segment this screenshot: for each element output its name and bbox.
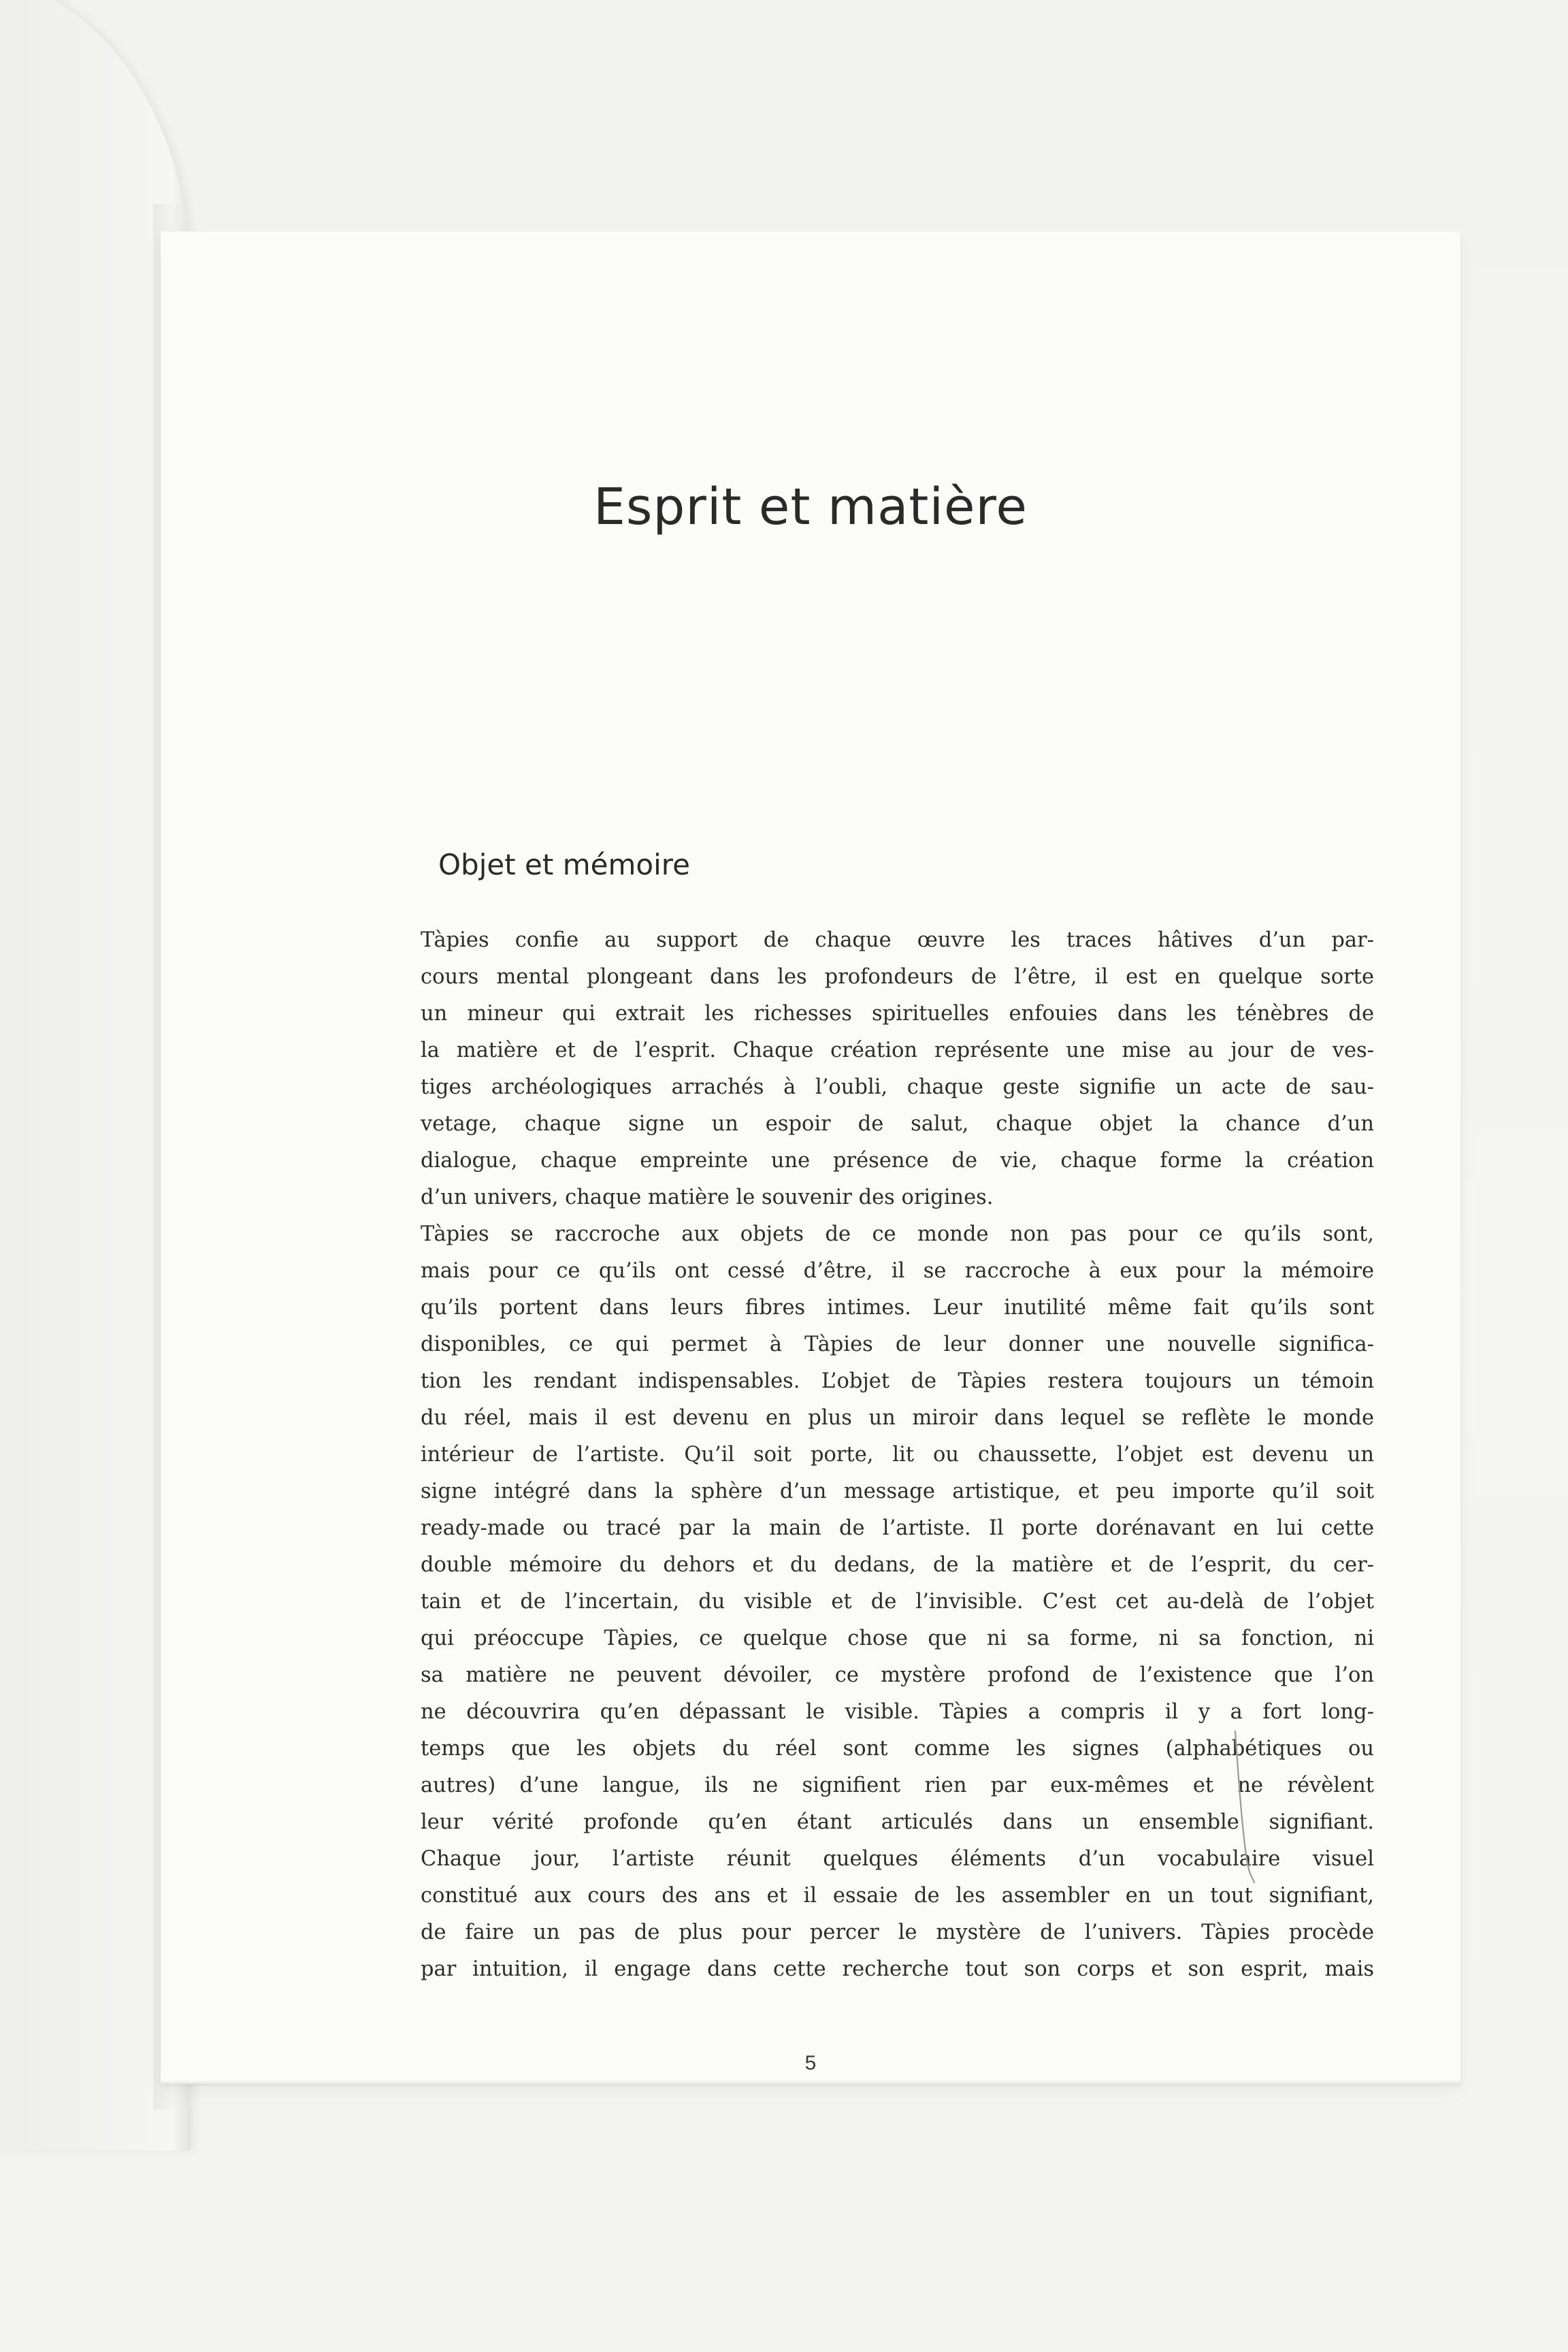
text-line: tain et de l’incertain, du visible et de l’invisible. C’est cet au-delà de l’objet xyxy=(421,1590,1374,1614)
text-line: tiges archéologiques arrachés à l’oubli, chaque geste signifie un acte de sau- xyxy=(421,1075,1374,1099)
text-line: double mémoire du dehors et du dedans, de la matière et de l’esprit, du cer- xyxy=(421,1553,1374,1577)
chapter-title: Esprit et matière xyxy=(593,478,1028,536)
pencil-margin-mark xyxy=(1231,1729,1258,1885)
text-line: disponibles, ce qui permet à Tàpies de leur donner une nouvelle significa- xyxy=(421,1333,1374,1356)
text-line: par intuition, il engage dans cette recherche tout son corps et son esprit, mais xyxy=(421,1957,1374,1981)
text-line: du réel, mais il est devenu en plus un miroir dans lequel se reflète le monde xyxy=(421,1406,1374,1430)
text-line: signe intégré dans la sphère d’un message artistique, et peu importe qu’il soit xyxy=(421,1480,1374,1503)
paragraph xyxy=(370,1216,1374,1988)
text-line: sa matière ne peuvent dévoiler, ce mystère profond de l’existence que l’on xyxy=(421,1663,1374,1687)
text-line: ne découvrira qu’en dépassant le visible. Tàpies a compris il y a fort long- xyxy=(421,1700,1374,1724)
text-line: d’un univers, chaque matière le souvenir des origines. xyxy=(421,1186,994,1209)
text-line: dialogue, chaque empreinte une présence de vie, chaque forme la création xyxy=(421,1149,1374,1173)
text-line: leur vérité profonde qu’en étant articulés dans un ensemble signifiant. xyxy=(421,1810,1374,1834)
text-line: autres) d’une langue, ils ne signifient rien par eux-mêmes et ne révèlent xyxy=(421,1774,1374,1797)
text-line: Chaque jour, l’artiste réunit quelques éléments d’un vocabulaire visuel xyxy=(421,1847,1374,1871)
text-line: temps que les objets du réel sont comme les signes (alphabétiques ou xyxy=(421,1737,1374,1761)
text-line: Tàpies confie au support de chaque œuvre les traces hâtives d’un par- xyxy=(421,928,1374,952)
text-line: cours mental plongeant dans les profondeurs de l’être, il est en quelque sorte xyxy=(421,965,1374,989)
body-text xyxy=(370,922,1374,1988)
text-line: constitué aux cours des ans et il essaie de les assembler en un tout signifiant, xyxy=(421,1884,1374,1908)
book-page xyxy=(161,231,1460,2084)
text-line: mais pour ce qu’ils ont cessé d’être, il se raccroche à eux pour la mémoire xyxy=(421,1259,1374,1283)
text-line: la matière et de l’esprit. Chaque création représente une mise au jour de ves- xyxy=(421,1039,1374,1062)
section-heading: Objet et mémoire xyxy=(438,848,690,881)
text-line: de faire un pas de plus pour percer le mystère de l’univers. Tàpies procède xyxy=(421,1921,1374,1944)
text-line: Tàpies se raccroche aux objets de ce monde non pas pour ce qu’ils sont, xyxy=(421,1222,1374,1246)
page-number: 5 xyxy=(804,2052,817,2074)
text-line: un mineur qui extrait les richesses spirituelles enfouies dans les ténèbres de xyxy=(421,1002,1374,1026)
text-line: intérieur de l’artiste. Qu’il soit porte, lit ou chaussette, l’objet est devenu un xyxy=(421,1443,1374,1467)
text-line: vetage, chaque signe un espoir de salut, chaque objet la chance d’un xyxy=(421,1112,1374,1136)
text-line: tion les rendant indispensables. L’objet de Tàpies restera toujours un témoin xyxy=(421,1369,1374,1393)
text-line: qui préoccupe Tàpies, ce quelque chose que ni sa forme, ni sa fonction, ni xyxy=(421,1627,1374,1650)
text-line: ready-made ou tracé par la main de l’artiste. Il porte dorénavant en lui cette xyxy=(421,1516,1374,1540)
text-line: qu’ils portent dans leurs fibres intimes. Leur inutilité même fait qu’ils sont xyxy=(421,1296,1374,1320)
paragraph xyxy=(370,922,1374,1216)
